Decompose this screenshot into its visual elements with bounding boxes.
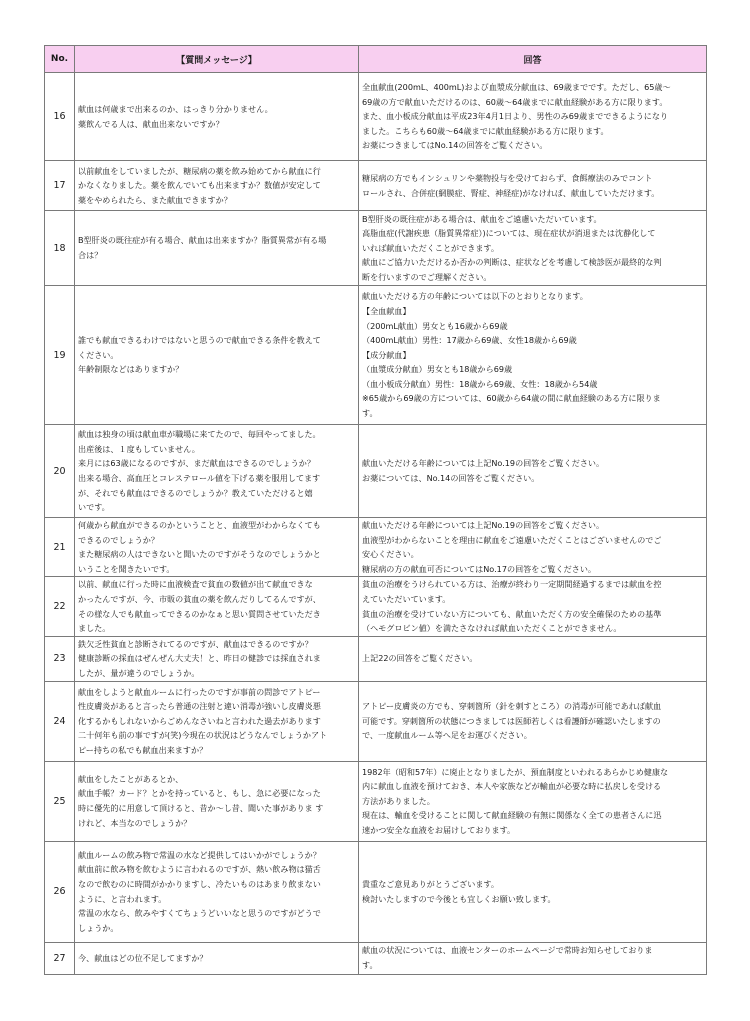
question-line: 献血手帳？カード？とかを持っていると、もし、急に必要になった xyxy=(78,788,321,799)
row-number: 16 xyxy=(45,73,75,161)
question-line: ピー持ちの私でも献血出来ますか？ xyxy=(78,744,208,755)
answer-line: 【成分献血】 xyxy=(362,349,411,360)
question-line: 二十何年も前の事ですが(笑)今現在の状況はどうなんでしょうかアト xyxy=(78,730,328,741)
question-line: 薬飲んでる人は、献血出来ないですか？ xyxy=(78,118,224,129)
answer-line: 高脂血症(代謝疾患（脂質異常症）)については、現在症状が消退または沈静化して xyxy=(362,228,656,239)
row-number: 21 xyxy=(45,518,75,577)
question-line: かったんですが、今、市販の貧血の薬を飲んだりしてるんですが、 xyxy=(78,593,321,604)
answer-line: 貧血の治療をうけられている方は、治療が終わり一定期間経過するまでは献血を控 xyxy=(362,579,662,590)
question-line: いうことを聞きたいです。 xyxy=(78,563,175,574)
question-line: 今、献血はどの位不足してますか？ xyxy=(78,952,208,963)
answer-cell xyxy=(359,518,707,577)
answer-line: 1982年（昭和57年）に廃止となりましたが、預血制度といわれるあらかじめ健康な xyxy=(362,766,669,777)
answer-line: 内に献血し血液を預けておき、本人や家族などが輸血が必要な時に払戻しを受ける xyxy=(362,781,662,792)
answer-line: 糖尿病の方の献血可否についてはNo.17の回答をご覧ください。 xyxy=(362,563,597,574)
answer-line: （血漿成分献血）男女とも18歳から69歳 xyxy=(362,364,513,375)
answer-cell xyxy=(359,841,707,942)
table-row xyxy=(45,286,707,425)
answer-line: 【全血献血】 xyxy=(362,305,411,316)
question-line: しょうか。 xyxy=(78,922,119,933)
question-cell xyxy=(75,286,359,425)
question-line: 献血をしようと献血ルームに行ったのですが事前の問診でアトピー xyxy=(78,686,321,697)
table-row xyxy=(45,73,707,161)
table-row xyxy=(45,518,707,577)
answer-cell xyxy=(359,681,707,761)
question-line: かなくなりました。薬を飲んでいても出来ますか？数値が安定して xyxy=(78,180,321,191)
answer-line: （ヘモグロビン値）を満たさなければ献血いただくことができません。 xyxy=(362,623,622,634)
answer-line: 献血にご協力いただけるか否かの判断は、症状などを考慮して検診医が最終的な判 xyxy=(362,257,662,268)
answer-line: す。 xyxy=(362,408,378,419)
header-question: 【質問メッセージ】 xyxy=(75,46,359,73)
question-cell xyxy=(75,425,359,518)
answer-cell xyxy=(359,211,707,286)
question-line: 薬をやめられたら、また献血できますか？ xyxy=(78,194,232,205)
question-line: 時に優先的に用意して頂けると、昔か〜し昔、聞いた事がありま す xyxy=(78,803,324,814)
answer-line: また、血小板成分献血は平成23年4月1日より、男性のみ69歳までできるようになり xyxy=(362,111,669,122)
header-row xyxy=(45,46,707,73)
answer-line: 献血の状況については、血液センターのホームページで常時お知らせしておりま xyxy=(362,945,653,956)
answer-line: 献血いただける方の年齢については以下のとおりとなります。 xyxy=(362,291,588,302)
answer-cell xyxy=(359,577,707,636)
table-row xyxy=(45,425,707,518)
question-line: したが、量が違うのでしょうか。 xyxy=(78,667,200,678)
question-line: 常温の水なら、飲みやすくてちょうどいいなと思うのですがどうで xyxy=(78,908,321,919)
question-line: 以前献血をしていましたが、糖尿病の薬を飲み始めてから献血に行 xyxy=(78,165,321,176)
question-line: 合は？ xyxy=(78,250,103,260)
question-line: 出産後は、１度もしていません。 xyxy=(78,443,200,454)
answer-line: 糖尿病の方でもインシュリンや薬物投与を受けておらず、食餌療法のみでコント xyxy=(362,172,653,183)
question-line: 年齢制限などはありますか？ xyxy=(78,364,184,375)
table-row xyxy=(45,211,707,286)
qa-table xyxy=(44,45,707,975)
question-line: 以前、献血に行った時に血液検査で貧血の数値が出て献血できな xyxy=(78,579,313,590)
answer-line: ロールされ、合併症(網膜症、腎症、神経症)がなければ、献血していただけます。 xyxy=(362,187,660,198)
row-number: 19 xyxy=(45,286,75,425)
header-answer: 回答 xyxy=(359,46,707,73)
answer-line: 全血献血(200mL、400mL)および血漿成分献血は、69歳までです。ただし、65歳〜 xyxy=(362,82,671,93)
row-number: 23 xyxy=(45,636,75,681)
question-line: なので飲むのに時間がかかりますし、冷たいものはあまり飲まない xyxy=(78,878,321,889)
question-cell xyxy=(75,841,359,942)
table-row xyxy=(45,761,707,841)
question-line: 鉄欠乏性貧血と診断されてるのですが、献血はできるのですか？ xyxy=(78,638,313,649)
question-cell xyxy=(75,577,359,636)
answer-cell xyxy=(359,942,707,974)
table-row xyxy=(45,636,707,681)
answer-line: （400mL献血）男性：17歳から69歳、女性18歳から69歳 xyxy=(362,335,577,346)
question-line: ください。 xyxy=(78,349,119,360)
question-cell xyxy=(75,73,359,161)
answer-line: B型肝炎の既往症がある場合は、献血をご遠慮いただいています。 xyxy=(362,213,602,224)
question-cell xyxy=(75,161,359,211)
answer-line: 献血いただける年齢については上記No.19の回答をご覧ください。 xyxy=(362,458,605,469)
answer-line: 安心ください。 xyxy=(362,549,419,560)
question-line: ように、と言われます。 xyxy=(78,893,167,904)
table-row xyxy=(45,161,707,211)
answer-line: アトピー皮膚炎の方でも、穿刺箇所（針を刺すところ）の消毒が可能であれば献血 xyxy=(362,701,662,712)
question-line: 化するかもしれないからごめんなさいねと言われた過去があります xyxy=(78,715,321,726)
answer-line: 上記22の回答をご覧ください。 xyxy=(362,653,478,664)
qa-body xyxy=(45,73,707,975)
table-row xyxy=(45,841,707,942)
answer-line: 現在は、輸血を受けることに関して献血経験の有無に関係なく全ての患者さんに迅 xyxy=(362,810,662,821)
table-row xyxy=(45,681,707,761)
answer-cell xyxy=(359,636,707,681)
answer-line: ※65歳から69歳の方については、60歳から64歳の間に献血経験のある方に限りま xyxy=(362,393,661,404)
answer-cell xyxy=(359,73,707,161)
question-line: 性皮膚炎があると言ったら普通の注射と違い消毒が強いし皮膚炎悪 xyxy=(78,701,321,712)
header-no: No. xyxy=(45,46,75,73)
answer-line: お薬については、No.14の回答をご覧ください。 xyxy=(362,473,540,483)
answer-line: 可能です。穿刺箇所の状態につきましては医師若しくは看護師が確認いたしますの xyxy=(362,715,661,726)
question-line: 出来る場合、高血圧とコレステロール値を下げる薬を服用してます xyxy=(78,473,321,483)
question-line: 献血は何歳まで出来るのか、はっきり分かりません。 xyxy=(78,103,273,114)
question-cell xyxy=(75,761,359,841)
answer-cell xyxy=(359,425,707,518)
question-line: けれど、本当なのでしょうか？ xyxy=(78,817,192,828)
question-line: 誰でも献血できるわけではないと思うので献血できる条件を教えて xyxy=(78,335,321,346)
row-number: 17 xyxy=(45,161,75,211)
answer-line: いれば献血いただくことができます。 xyxy=(362,242,499,253)
question-cell xyxy=(75,942,359,974)
answer-line: で、一度献血ルーム等へ足をお運びください。 xyxy=(362,730,532,741)
question-line: B型肝炎の既往症が有る場合、献血は出来ますか？脂質異常が有る場 xyxy=(78,235,327,246)
answer-cell xyxy=(359,761,707,841)
row-number: 22 xyxy=(45,577,75,636)
question-line: 献血をしたことがあるとか、 xyxy=(78,773,184,784)
question-line: いです。 xyxy=(78,502,110,513)
answer-line: （血小板成分献血）男性：18歳から69歳、女性：18歳から54歳 xyxy=(362,378,598,389)
answer-line: （200mL献血）男女とも16歳から69歳 xyxy=(362,320,508,331)
question-line: その様な人でも献血ってできるのかなぁと思い質問させていただき xyxy=(78,608,321,619)
answer-line: 69歳の方で献血いただけるのは、60歳〜64歳までに献血経験がある方に限ります。 xyxy=(362,96,668,107)
answer-line: えていただいています。 xyxy=(362,593,451,604)
row-number: 24 xyxy=(45,681,75,761)
question-cell xyxy=(75,211,359,286)
row-number: 26 xyxy=(45,841,75,942)
answer-line: 方法がありました。 xyxy=(362,795,435,806)
question-cell xyxy=(75,636,359,681)
question-line: できるのでしょうか？ xyxy=(78,534,159,545)
answer-cell xyxy=(359,286,707,425)
answer-line: 血液型がわからないことを理由に献血をご遠慮いただくことはございませんのでご xyxy=(362,534,662,545)
row-number: 20 xyxy=(45,425,75,518)
question-line: 健康診断の採血はぜんぜん大丈夫！と、昨日の健診では採血されま xyxy=(78,653,321,664)
row-number: 18 xyxy=(45,211,75,286)
table-row xyxy=(45,577,707,636)
question-cell xyxy=(75,518,359,577)
row-number: 25 xyxy=(45,761,75,841)
question-line: 来月には63歳になるのですが、まだ献血はできるのでしょうか？ xyxy=(78,458,315,469)
answer-line: 貴重なご意見ありがとうございます。 xyxy=(362,878,499,889)
answer-line: 検討いたしますので今後とも宜しくお願い致します。 xyxy=(362,893,556,904)
question-line: が、それでも献血はできるのでしょうか？教えていただけると嬉 xyxy=(78,487,313,498)
answer-line: す。 xyxy=(362,960,378,971)
answer-line: 貧血の治療を受けていない方についても、献血いただく方の安全確保のための基準 xyxy=(362,608,662,619)
answer-line: お薬につきましてはNo.14の回答をご覧ください。 xyxy=(362,140,548,151)
question-line: 献血前に飲み物を飲むように言われるのですが、熱い飲み物は猫舌 xyxy=(78,864,321,875)
answer-line: ました。こちらも60歳〜64歳までに献血経験がある方に限ります。 xyxy=(362,125,609,136)
table-row xyxy=(45,942,707,974)
answer-line: 速かつ安全な血液をお届けしております。 xyxy=(362,824,516,835)
question-line: また糖尿病の人はできないと聞いたのですがそうなのでしょうかと xyxy=(78,549,321,560)
question-line: 献血ルームの飲み物で常温の水など提供してはいかがでしょうか？ xyxy=(78,849,321,860)
question-cell xyxy=(75,681,359,761)
answer-line: 断を行いますのでご理解ください。 xyxy=(362,271,492,282)
question-line: 献血は独身の頃は献血車が職場に来てたので、毎回やってました。 xyxy=(78,429,321,440)
answer-cell xyxy=(359,161,707,211)
question-line: 何歳から献血ができるのかということと、血液型がわからなくても xyxy=(78,520,321,530)
answer-line: 献血いただける年齢については上記No.19の回答をご覧ください。 xyxy=(362,520,605,530)
row-number: 27 xyxy=(45,942,75,974)
question-line: ました。 xyxy=(78,623,111,634)
